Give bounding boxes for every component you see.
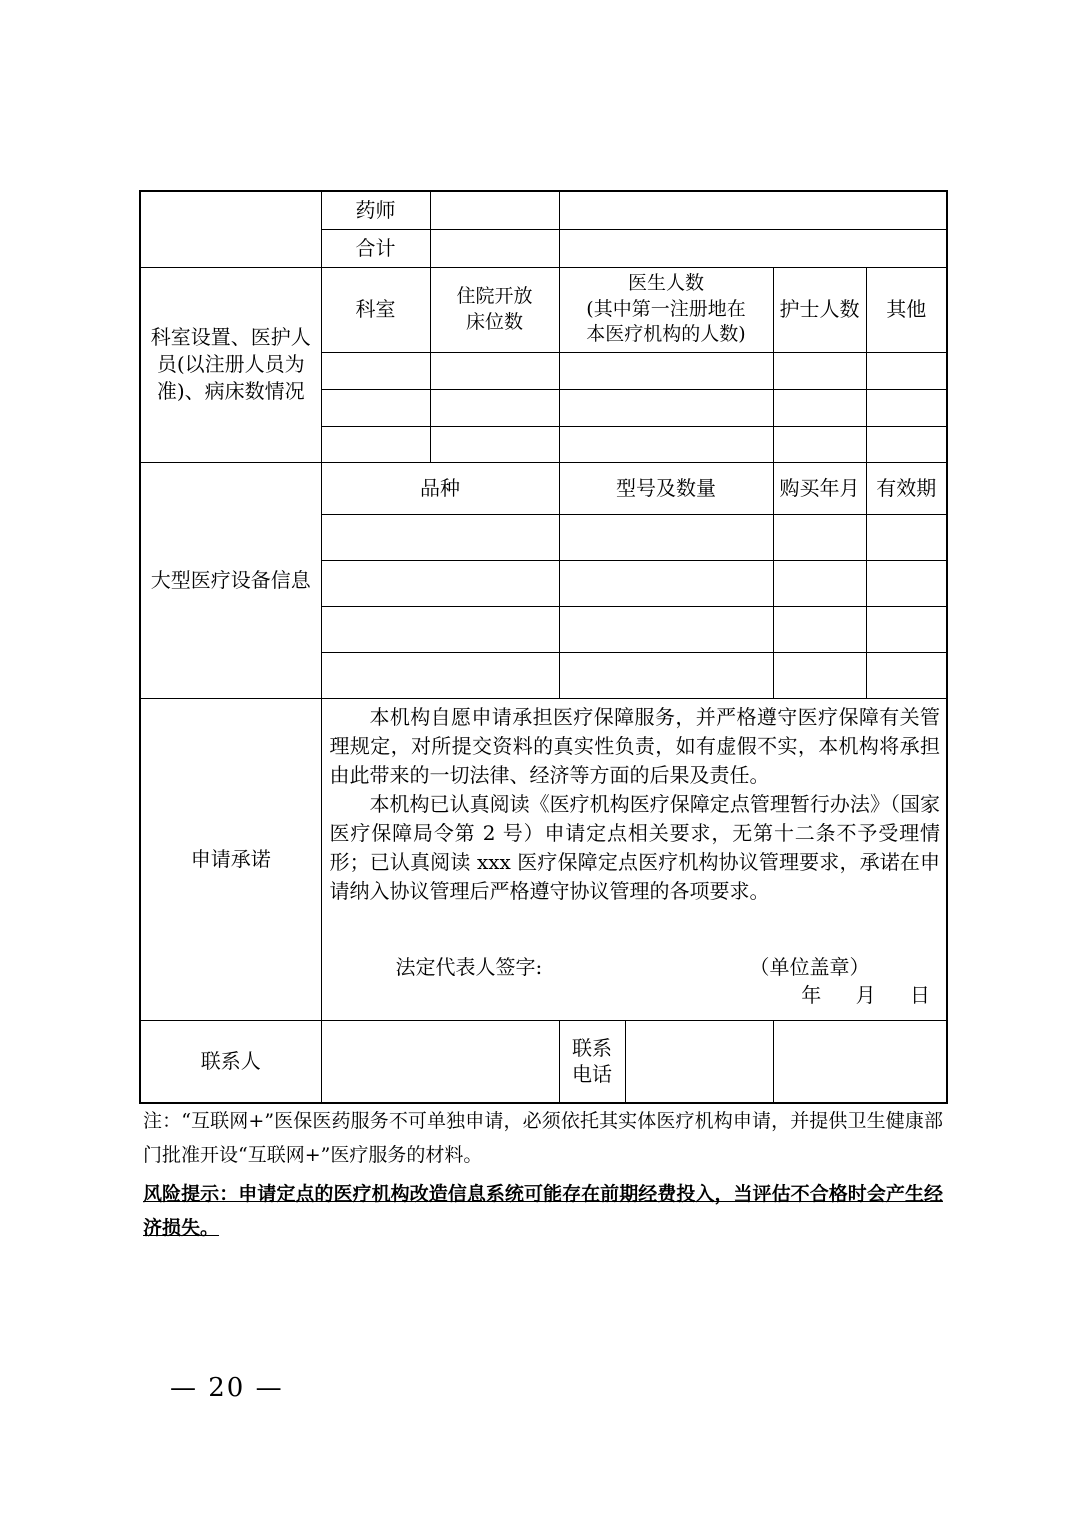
contact-row	[140, 1020, 947, 1103]
variety-cell[interactable]	[321, 560, 559, 606]
beds-cell[interactable]	[430, 389, 559, 426]
unit-seal-label: （单位盖章）	[749, 954, 870, 979]
nurses-cell[interactable]	[773, 426, 866, 462]
other-cell[interactable]	[866, 426, 947, 462]
model-qty-cell[interactable]	[559, 560, 773, 606]
model-qty-header: 型号及数量	[559, 462, 773, 514]
representative-signature-label: 法定代表人签字:	[395, 954, 543, 979]
risk-warning: 风险提示：申请定点的医疗机构改造信息系统可能存在前期经费投入，当评估不合格时会产生经济损失。	[143, 1183, 943, 1239]
dept-cell[interactable]	[321, 352, 430, 389]
phone-cell[interactable]	[773, 1020, 947, 1103]
commitment-label: 申请承诺	[140, 698, 321, 1020]
validity-cell[interactable]	[866, 606, 947, 652]
validity-cell[interactable]	[866, 652, 947, 698]
other-cell[interactable]	[866, 389, 947, 426]
dept-header: 科室	[321, 267, 430, 352]
nurses-cell[interactable]	[773, 389, 866, 426]
date-month: 月	[855, 982, 876, 1007]
purchase-date-header: 购买年月	[773, 462, 866, 514]
beds-cell[interactable]	[430, 352, 559, 389]
staff-row-pharmacist	[140, 191, 947, 229]
commitment-text-cell	[321, 698, 947, 1020]
variety-header: 品种	[321, 462, 559, 514]
variety-cell[interactable]	[321, 514, 559, 560]
staff-label-cell	[140, 191, 321, 267]
variety-cell[interactable]	[321, 606, 559, 652]
beds-cell[interactable]	[430, 426, 559, 462]
application-form-table	[139, 190, 948, 1104]
contact-phone-group	[559, 1020, 773, 1103]
model-qty-cell[interactable]	[559, 652, 773, 698]
doctors-header-line1: 医生人数	[627, 272, 704, 295]
staff-label: 合计	[321, 229, 430, 267]
signature-area	[330, 954, 941, 1012]
validity-header: 有效期	[866, 462, 947, 514]
date-year: 年	[801, 982, 822, 1007]
model-qty-cell[interactable]	[559, 606, 773, 652]
commitment-paragraph-2: 本机构已认真阅读《医疗机构医疗保障定点管理暂行办法》（国家医疗保障局令第 2 号）申请定点相关要求，无第十二条不予受理情形；已认真阅读 xxx 医疗保障定点医疗机构协议管理要求，承诺在申请纳入协议管理后严格遵守协议管理的各项要求。	[329, 791, 940, 903]
purchase-date-cell[interactable]	[773, 560, 866, 606]
doctors-header	[559, 267, 773, 352]
doctors-cell[interactable]	[559, 389, 773, 426]
beds-header: 住院开放床位数	[430, 267, 559, 352]
equipment-header-row	[140, 462, 947, 514]
purchase-date-cell[interactable]	[773, 652, 866, 698]
variety-cell[interactable]	[321, 652, 559, 698]
staff-note-cell[interactable]	[559, 229, 947, 267]
staff-note-cell[interactable]	[559, 191, 947, 229]
phone-label: 联系电话	[560, 1021, 626, 1102]
dept-cell[interactable]	[321, 389, 430, 426]
purchase-date-cell[interactable]	[773, 514, 866, 560]
validity-cell[interactable]	[866, 560, 947, 606]
page-number: — 20 —	[170, 1373, 284, 1403]
other-cell[interactable]	[866, 352, 947, 389]
contact-name-cell[interactable]	[321, 1020, 559, 1103]
commitment-paragraph-1: 本机构自愿申请承担医疗保障服务，并严格遵守医疗保障有关管理规定，对所提交资料的真实性负责，如有虚假不实，本机构将承担由此带来的一切法律、经济等方面的后果及责任。	[329, 704, 940, 787]
commitment-row	[140, 698, 947, 1020]
equipment-section-label: 大型医疗设备信息	[140, 462, 321, 698]
dept-header-row	[140, 267, 947, 352]
date-day: 日	[910, 982, 930, 1007]
doctors-cell[interactable]	[559, 352, 773, 389]
staff-count-cell[interactable]	[430, 191, 559, 229]
validity-cell[interactable]	[866, 514, 947, 560]
other-header: 其他	[866, 267, 947, 352]
doctors-header-line2: (其中第一注册地在本医疗机构的人数)	[586, 297, 746, 346]
nurses-cell[interactable]	[773, 352, 866, 389]
staff-count-cell[interactable]	[430, 229, 559, 267]
footnote: 注：“互联网+”医保医药服务不可单独申请，必须依托其实体医疗机构申请，并提供卫生健康部门批准开设“互联网+”医疗服务的材料。	[143, 1110, 943, 1166]
phone-cell-part[interactable]	[626, 1021, 773, 1102]
contact-label: 联系人	[140, 1020, 321, 1103]
nurses-header: 护士人数	[773, 267, 866, 352]
dept-cell[interactable]	[321, 426, 430, 462]
model-qty-cell[interactable]	[559, 514, 773, 560]
dept-section-label: 科室设置、医护人员(以注册人员为准)、病床数情况	[140, 267, 321, 462]
staff-label: 药师	[321, 191, 430, 229]
doctors-cell[interactable]	[559, 426, 773, 462]
purchase-date-cell[interactable]	[773, 606, 866, 652]
signature-date	[773, 982, 930, 1009]
